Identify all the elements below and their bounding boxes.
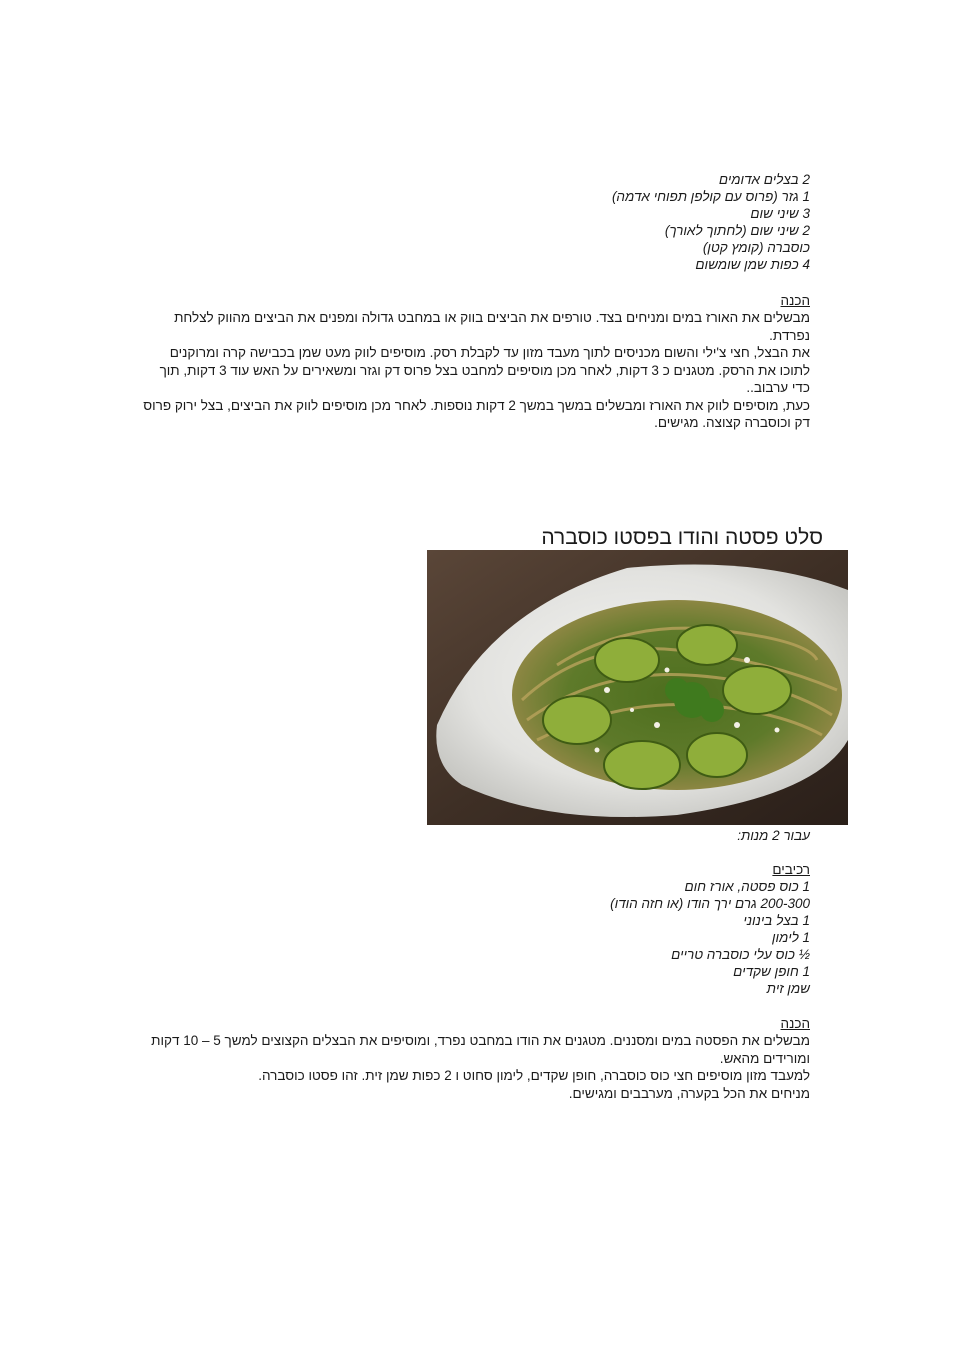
- preparation-2: [140, 1015, 810, 1102]
- ingredient-line: כוסברה (קומץ קטן): [702, 240, 810, 255]
- ingredient-line: 1 גזר (פרוס עם קולפן תפוחי אדמה): [611, 189, 810, 204]
- pasta-photo: [427, 550, 848, 825]
- ingredient-line: 2 בצלים אדומים: [718, 172, 810, 187]
- ingredient-line: 2 שיני שום (לחתוך לאורך): [664, 223, 810, 238]
- ingredient-line: 1 חופן שקדים: [733, 964, 810, 979]
- ingredients-list-1: [390, 171, 810, 273]
- prep-paragraph: מבשלים את הפסטה במים ומסננים. מטגנים את הודו במחבט נפרד, ומוסיפים את הבצלים הקצוצים למשך 5 – 10 דקות ומורידים מהאש.: [151, 1033, 810, 1066]
- ingredient-line: 200-300 גרם ירך הודו (או חזה הודו): [610, 896, 810, 911]
- prep-heading: הכנה: [780, 293, 810, 308]
- ingredients-heading: רכיבים: [772, 862, 810, 877]
- ingredients-list-2: [390, 861, 810, 997]
- prep-paragraph: כעת, מוסיפים לווק את האורז ומבשלים במשך במשך 2 דקות נוספות. לאחר מכן מוסיפים לווק את הביצים, בצל ירוק פרוס דק וכוסברה קצוצה. מגישים.: [143, 397, 810, 430]
- ingredient-line: 1 כוס פסטה, אורז חום: [684, 879, 810, 894]
- prep-paragraph: למעבד מזון מוסיפים חצי כוס כוסברה, חופן שקדים, לימון סחוט ו 2 כפות שמן זית. זהו פסטו כוסברה.: [258, 1068, 810, 1083]
- prep-heading: הכנה: [780, 1016, 810, 1031]
- ingredient-line: ½ כוס עלי כוסברה טריים: [671, 947, 810, 962]
- ingredient-line: 1 בצל בינוני: [743, 913, 810, 928]
- ingredient-line: 1 לימון: [772, 930, 810, 945]
- prep-paragraph: מניחים את הכל בקערה, מערבבים ומגישים.: [568, 1085, 810, 1101]
- prep-paragraph: מבשלים את האורז במים ומניחים בצד. טורפים את הביצים בווק או במחבט גדולה ומפנים את הביצים מהווק לצלחת נפרדת.: [174, 310, 810, 343]
- recipe-title: סלט פסטה והודו בפסטו כוסברה: [541, 526, 823, 549]
- ingredient-line: שמן זית: [766, 981, 810, 996]
- ingredient-line: 4 כפות שמן שומשום: [695, 257, 810, 272]
- prep-paragraph: את הבצל, חצי צ'ילי והשום מכניסים לתוך מעבד מזון עד לקבלת רסק. מוסיפים לווק מעט שמן בכבישה קרה ומרוקנים לתוכו את הרסק. מטגנים כ 3 דקות, לאחר מכן מוסיפים למחבט בצל פרוס דק וגזר ומשאירים על האש עוד 3 דקות, תוך כדי ערבוב..: [159, 345, 810, 395]
- servings-label: עבור 2 מנות:: [737, 828, 810, 843]
- ingredient-line: 3 שיני שום: [750, 206, 810, 221]
- preparation-1: [140, 292, 810, 432]
